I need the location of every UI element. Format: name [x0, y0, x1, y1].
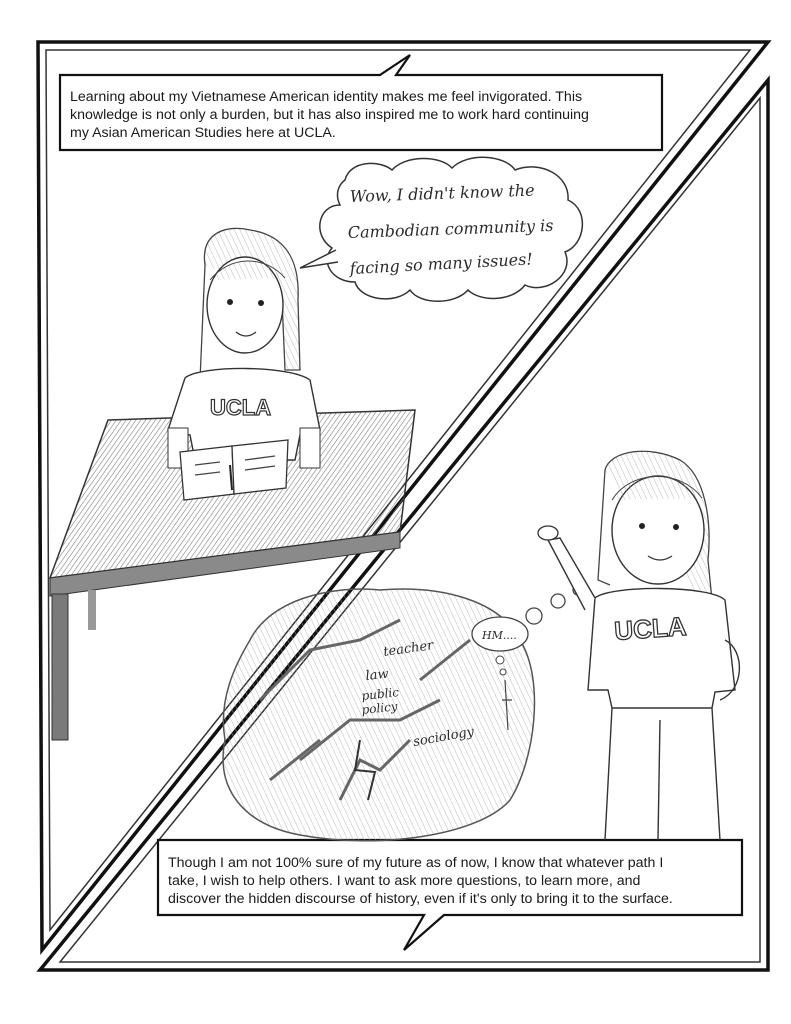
- girl-thinking-drawing: [538, 451, 739, 840]
- path-public: public: [360, 685, 400, 703]
- top-caption-line-3: my Asian American Studies here at UCLA.: [70, 125, 336, 141]
- bottom-caption-line-2: take, I wish to help others. I want to ask more questions, to learn more, and: [168, 873, 641, 889]
- path-teacher: teacher: [382, 638, 435, 660]
- bottom-panel-shirt-text: UCLA: [613, 611, 688, 646]
- bottom-caption-line-1: Though I am not 100% sure of my future as of now, I know that whatever path I: [168, 855, 664, 871]
- bottom-caption-line-3: discover the hidden discourse of history, even if it's only to bring it to the surface.: [168, 891, 673, 907]
- path-sociology: sociology: [412, 724, 476, 750]
- path-law: law: [364, 666, 390, 684]
- bottom-caption: [168, 854, 673, 908]
- top-caption-line-1: Learning about my Vietnamese American identity makes me feel invigorated. This: [70, 89, 583, 105]
- speech-line-3: facing so many issues!: [349, 249, 534, 278]
- path-policy: policy: [360, 699, 399, 717]
- top-panel-shirt-text: UCLA: [210, 395, 272, 420]
- top-caption-line-2: knowledge is not only a burden, but it has also inspired me to work hard continuing: [70, 107, 589, 123]
- speech-line-1: Wow, I didn't know the: [349, 180, 535, 206]
- top-caption: [70, 88, 589, 142]
- small-thought-text: HM....: [482, 629, 517, 642]
- speech-line-2: Cambodian community is: [347, 215, 554, 242]
